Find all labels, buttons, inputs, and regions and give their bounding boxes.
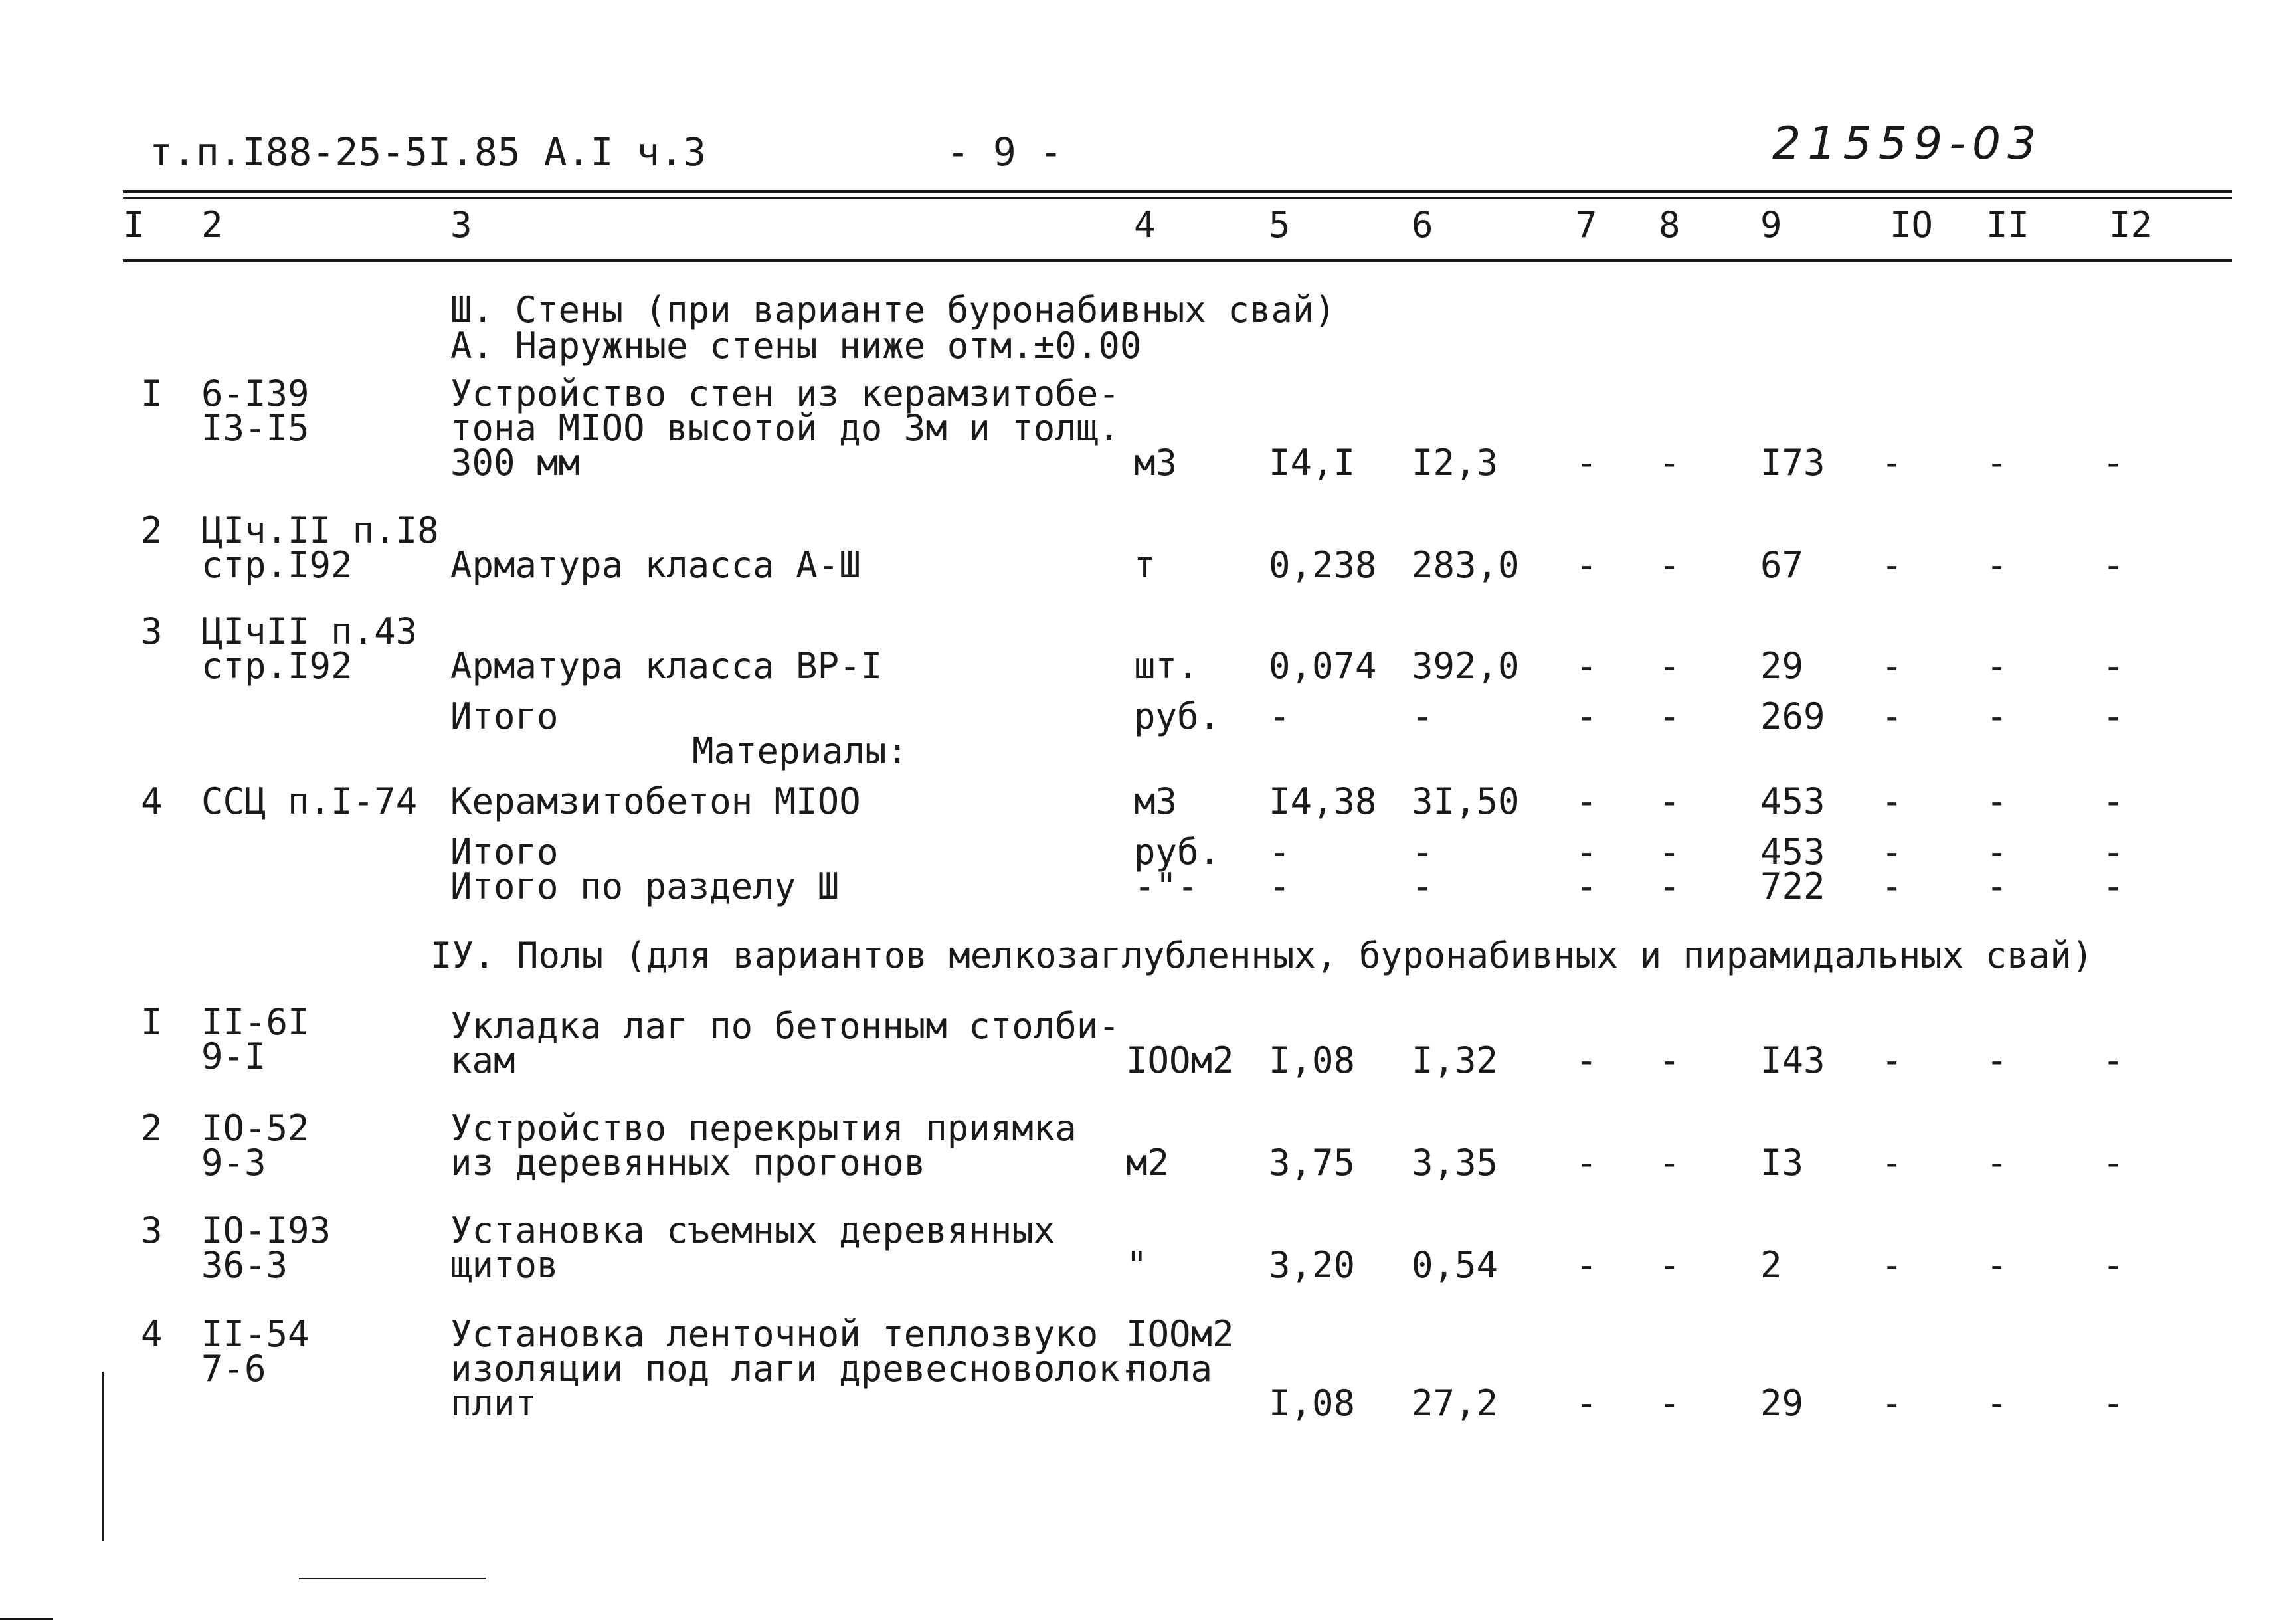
row-col7: - [1576,695,1598,737]
row-number: I [141,373,163,414]
row-unit: м3 [1134,442,1178,484]
row-unit-price: 283,0 [1412,544,1520,586]
row-col12: - [2102,544,2124,586]
row-col11: - [1986,865,2008,907]
row-col8: - [1659,1382,1681,1424]
document-stamp-code: 21559-03 [1772,118,2043,170]
row-description: Укладка лаг по бетонным столби- [450,1005,1120,1047]
row-unit: руб. [1134,831,1221,873]
row-col11: - [1986,544,2008,586]
row-description: тона МIОО высотой до 3м и толщ. [450,407,1120,449]
column-header: I2 [2109,204,2153,246]
row-col11: - [1986,1244,2008,1286]
row-col12: - [2102,442,2124,484]
row-col10: - [1881,442,1903,484]
row-number: 2 [141,1107,163,1149]
row-col7: - [1576,831,1598,873]
row-number: I [141,1001,163,1043]
row-col11: - [1986,831,2008,873]
row-quantity: 3,75 [1269,1142,1356,1184]
row-unit: IООм2 [1126,1039,1234,1081]
row-unit-price: 0,54 [1412,1244,1499,1286]
row-unit-price: 392,0 [1412,645,1520,687]
row-description: Установка съемных деревянных [450,1210,1055,1251]
row-col10: - [1881,831,1903,873]
section-total-label: Итого по разделу Ш [450,865,840,907]
row-col7: - [1576,865,1598,907]
row-col12: - [2102,645,2124,687]
row-col10: - [1881,780,1903,822]
row-quantity: - [1269,695,1291,737]
row-col8: - [1659,1039,1681,1081]
row-quantity: - [1269,831,1291,873]
row-col7: - [1576,544,1598,586]
row-total: 29 [1760,1382,1804,1424]
column-header: I [123,204,145,246]
row-col11: - [1986,1142,2008,1184]
row-total: 29 [1760,645,1804,687]
row-description: Устройство перекрытия приямка [450,1107,1077,1149]
row-col12: - [2102,1142,2124,1184]
row-col10: - [1881,695,1903,737]
row-quantity: I4,I [1269,442,1356,484]
row-unit-price: I2,3 [1412,442,1499,484]
row-total: 2 [1760,1244,1782,1286]
row-col10: - [1881,645,1903,687]
row-reference: 7-6 [201,1348,266,1390]
row-col10: - [1881,1039,1903,1081]
row-number: 4 [141,780,163,822]
row-col12: - [2102,695,2124,737]
row-col10: - [1881,865,1903,907]
row-description: Устройство стен из керамзитобе- [450,373,1120,414]
row-unit: шт. [1134,645,1199,687]
row-description: Керамзитобетон МIОО [450,780,861,822]
row-col11: - [1986,1382,2008,1424]
row-total: I73 [1760,442,1825,484]
row-reference: 9-3 [201,1142,266,1184]
table-top-rule-thin [123,197,2232,199]
row-quantity: I,08 [1269,1039,1356,1081]
column-header: 3 [450,204,472,246]
column-header: 6 [1412,204,1433,246]
column-header: 9 [1760,204,1782,246]
section-subtitle: А. Наружные стены ниже отм.±0.00 [450,325,1142,367]
row-quantity: 0,074 [1269,645,1377,687]
row-reference: ССЦ п.I-74 [201,780,418,822]
section-title: Ш. Стены (при варианте буронабивных свай) [450,289,1336,331]
row-description: из деревянных прогонов [450,1142,926,1184]
row-reference: I3-I5 [201,407,310,449]
row-unit-price: I,32 [1412,1039,1499,1081]
row-unit-price: 27,2 [1412,1382,1499,1424]
row-col12: - [2102,865,2124,907]
row-reference: ЦIчII п.43 [201,610,418,652]
row-unit: м2 [1126,1142,1170,1184]
row-col10: - [1881,1244,1903,1286]
row-unit-price: 3,35 [1412,1142,1499,1184]
row-col7: - [1576,645,1598,687]
row-description: 300 мм [450,442,581,484]
row-quantity: 3,20 [1269,1244,1356,1286]
row-reference: стр.I92 [201,645,353,687]
table-top-rule [123,190,2232,193]
row-description: Установка ленточной теплозвуко [450,1313,1099,1355]
row-col12: - [2102,1244,2124,1286]
row-col11: - [1986,780,2008,822]
column-header: 4 [1134,204,1156,246]
row-col7: - [1576,1039,1598,1081]
row-col8: - [1659,831,1681,873]
row-col8: - [1659,865,1681,907]
row-col7: - [1576,1142,1598,1184]
row-unit: пола [1126,1348,1213,1390]
row-col11: - [1986,645,2008,687]
row-unit-price: - [1412,865,1433,907]
corner-mark [0,1618,53,1620]
row-description: Арматура класса А-Ш [450,544,861,586]
row-col8: - [1659,645,1681,687]
row-description: изоляции под лаги древесноволок- [450,1348,1142,1390]
row-description: щитов [450,1244,559,1286]
row-unit: руб. [1134,695,1221,737]
row-reference: 36-3 [201,1244,288,1286]
row-quantity: - [1269,865,1291,907]
row-total: 453 [1760,780,1825,822]
row-total: 722 [1760,865,1825,907]
subtotal-label: Итого [450,831,559,873]
row-col12: - [2102,1382,2124,1424]
row-reference: II-54 [201,1313,310,1355]
row-quantity: I4,38 [1269,780,1377,822]
margin-binding-line [102,1372,104,1541]
row-unit-price: 3I,50 [1412,780,1520,822]
row-number: 2 [141,509,163,551]
row-col8: - [1659,780,1681,822]
row-unit: т [1134,544,1156,586]
row-unit: м3 [1134,780,1178,822]
row-reference: 6-I39 [201,373,310,414]
column-header: 8 [1659,204,1681,246]
row-unit-price: - [1412,695,1433,737]
row-col8: - [1659,1142,1681,1184]
row-reference: IО-52 [201,1107,310,1149]
page-number: - 9 - [947,130,1063,175]
row-unit: -"- [1134,865,1199,907]
row-quantity: 0,238 [1269,544,1377,586]
row-col10: - [1881,1382,1903,1424]
column-header: 7 [1576,204,1598,246]
row-number: 3 [141,610,163,652]
row-total: I43 [1760,1039,1825,1081]
row-description: кам [450,1039,515,1081]
row-description: плит [450,1382,537,1424]
document-reference: т.п.I88-25-5I.85 А.I ч.3 [149,130,707,175]
row-unit: " [1126,1244,1148,1286]
row-col7: - [1576,780,1598,822]
row-col12: - [2102,1039,2124,1081]
row-reference: стр.I92 [201,544,353,586]
row-col10: - [1881,1142,1903,1184]
row-reference: II-6I [201,1001,310,1043]
row-col11: - [1986,695,2008,737]
row-col8: - [1659,695,1681,737]
row-col12: - [2102,780,2124,822]
row-col7: - [1576,442,1598,484]
row-quantity: I,08 [1269,1382,1356,1424]
section-title: IУ. Полы (для вариантов мелкозаглубленных, буронабивных и пирамидальных свай) [430,935,2094,976]
row-col8: - [1659,1244,1681,1286]
row-col11: - [1986,1039,2008,1081]
row-reference: IО-I93 [201,1210,331,1251]
column-header: II [1986,204,2030,246]
row-col10: - [1881,544,1903,586]
row-col7: - [1576,1382,1598,1424]
row-col12: - [2102,831,2124,873]
row-total: 269 [1760,695,1825,737]
row-number: 4 [141,1313,163,1355]
row-col8: - [1659,544,1681,586]
column-header: 2 [201,204,223,246]
row-col11: - [1986,442,2008,484]
row-unit-price: - [1412,831,1433,873]
subtotal-label: Итого [450,695,559,737]
column-header: IO [1890,204,1934,246]
row-reference: ЦIч.II п.I8 [201,509,439,551]
column-header: 5 [1269,204,1291,246]
row-total: 453 [1760,831,1825,873]
footer-rule [299,1578,486,1579]
row-col8: - [1659,442,1681,484]
header-bottom-rule [123,259,2232,262]
row-col7: - [1576,1244,1598,1286]
materials-heading: Материалы: [692,730,909,772]
row-description: Арматура класса ВР-I [450,645,883,687]
row-total: I3 [1760,1142,1804,1184]
row-reference: 9-I [201,1036,266,1077]
row-unit: IООм2 [1126,1313,1234,1355]
row-total: 67 [1760,544,1804,586]
row-number: 3 [141,1210,163,1251]
